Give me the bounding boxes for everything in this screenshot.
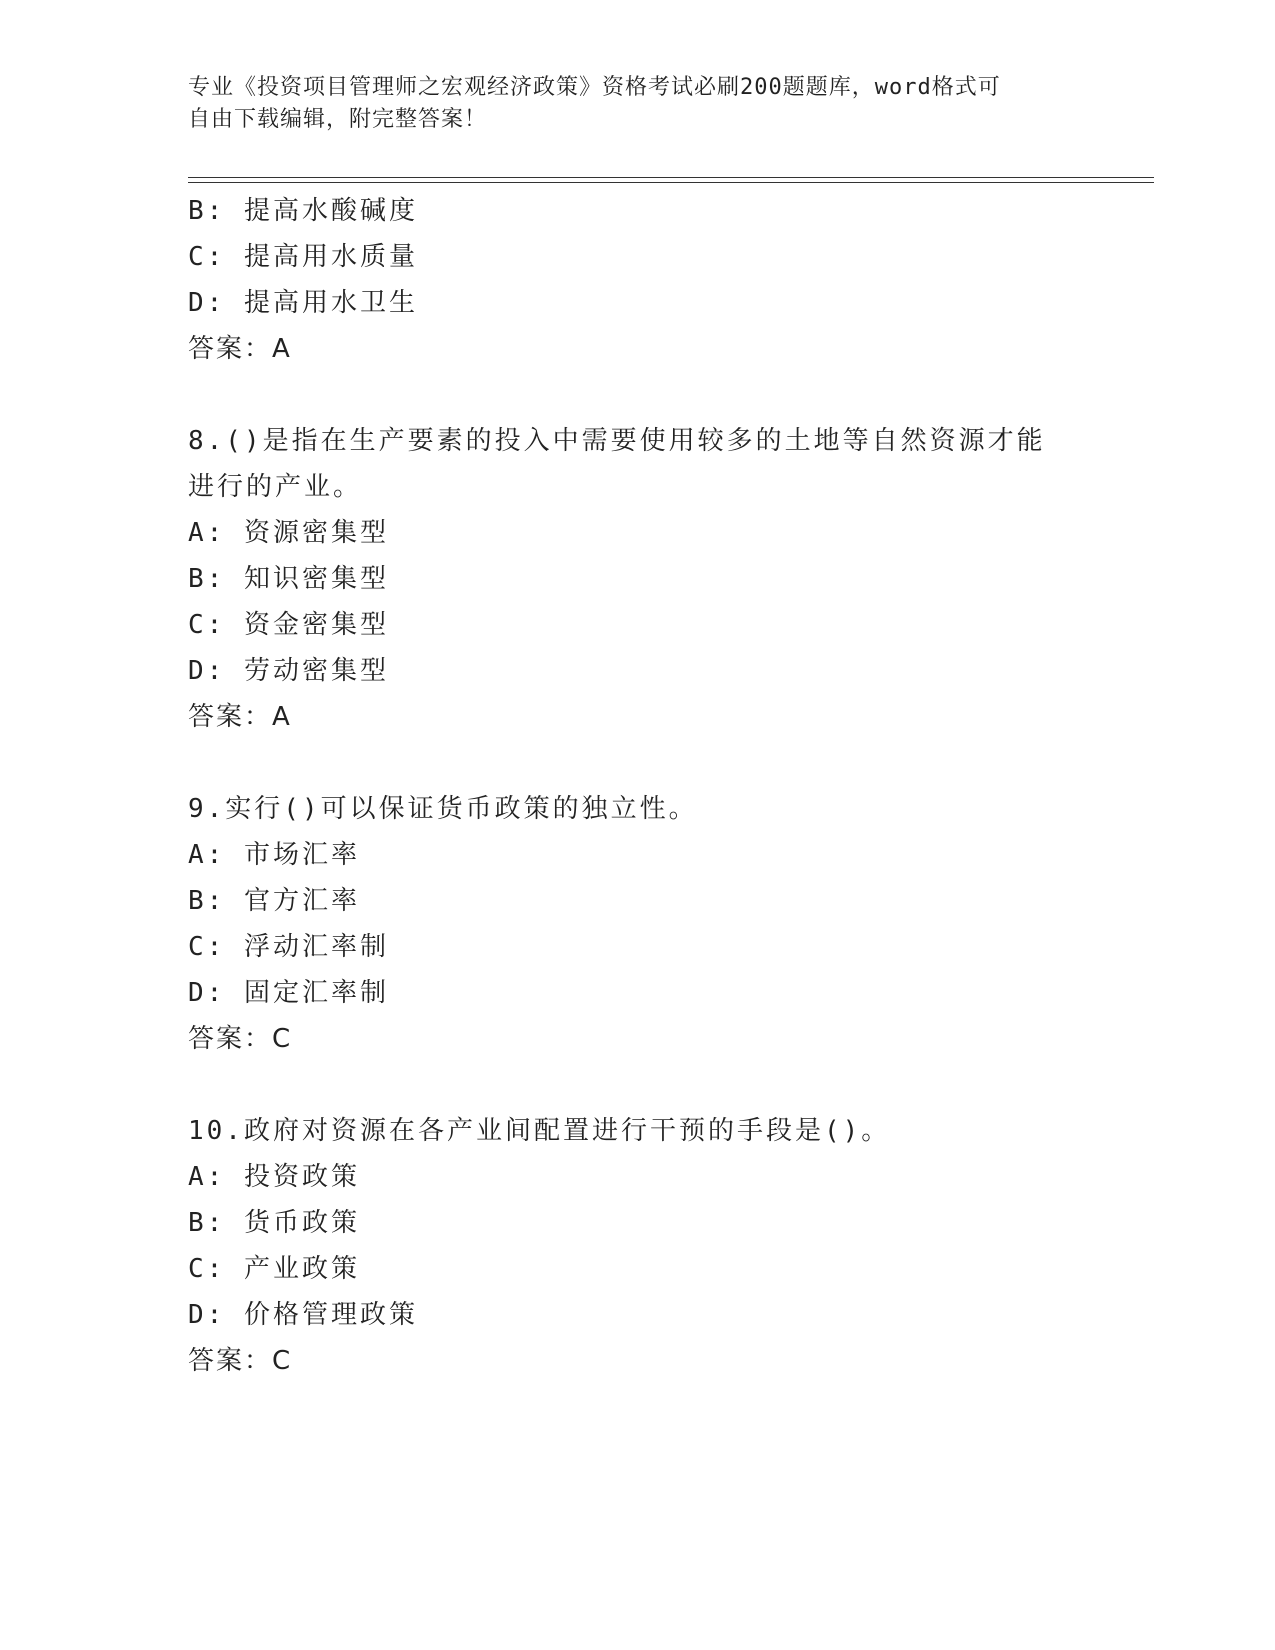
option-d: D: 劳动密集型 <box>188 656 389 686</box>
question-stem: 10.政府对资源在各产业间配置进行干预的手段是()。 <box>188 1116 891 1146</box>
option-d: D: 固定汇率制 <box>188 978 389 1008</box>
option-c: C: 浮动汇率制 <box>188 932 389 962</box>
option-a: A: 资源密集型 <box>188 518 389 548</box>
option-c: C: 资金密集型 <box>188 610 389 640</box>
question-spacer <box>188 372 1068 418</box>
option-d: D: 提高用水卫生 <box>188 288 418 318</box>
header-title-line-2: 自由下载编辑，附完整答案！ <box>188 107 488 132</box>
question-7-tail <box>188 188 1068 372</box>
header-divider-bottom <box>188 182 1154 183</box>
document-header <box>188 72 1068 136</box>
option-b: B: 官方汇率 <box>188 886 360 916</box>
question-9 <box>188 786 1068 1062</box>
answer-line: 答案：A <box>188 702 292 732</box>
option-a: A: 投资政策 <box>188 1162 360 1192</box>
question-8 <box>188 418 1068 740</box>
answer-line: 答案：A <box>188 334 292 364</box>
question-10 <box>188 1108 1068 1384</box>
question-spacer <box>188 740 1068 786</box>
option-b: B: 知识密集型 <box>188 564 389 594</box>
option-d: D: 价格管理政策 <box>188 1300 418 1330</box>
question-spacer <box>188 1062 1068 1108</box>
header-divider-top <box>188 177 1154 178</box>
question-stem: 9.实行()可以保证货币政策的独立性。 <box>188 794 698 824</box>
answer-line: 答案：C <box>188 1346 293 1376</box>
option-b: B: 提高水酸碱度 <box>188 196 418 226</box>
answer-line: 答案：C <box>188 1024 293 1054</box>
option-c: C: 提高用水质量 <box>188 242 418 272</box>
option-b: B: 货币政策 <box>188 1208 360 1238</box>
option-c: C: 产业政策 <box>188 1254 360 1284</box>
question-stem: 8.()是指在生产要素的投入中需要使用较多的土地等自然资源才能进行的产业。 <box>188 426 1046 502</box>
header-title-line-1: 专业《投资项目管理师之宏观经济政策》资格考试必刷200题题库，word格式可 <box>188 75 1001 100</box>
question-list <box>188 188 1068 1384</box>
option-a: A: 市场汇率 <box>188 840 360 870</box>
